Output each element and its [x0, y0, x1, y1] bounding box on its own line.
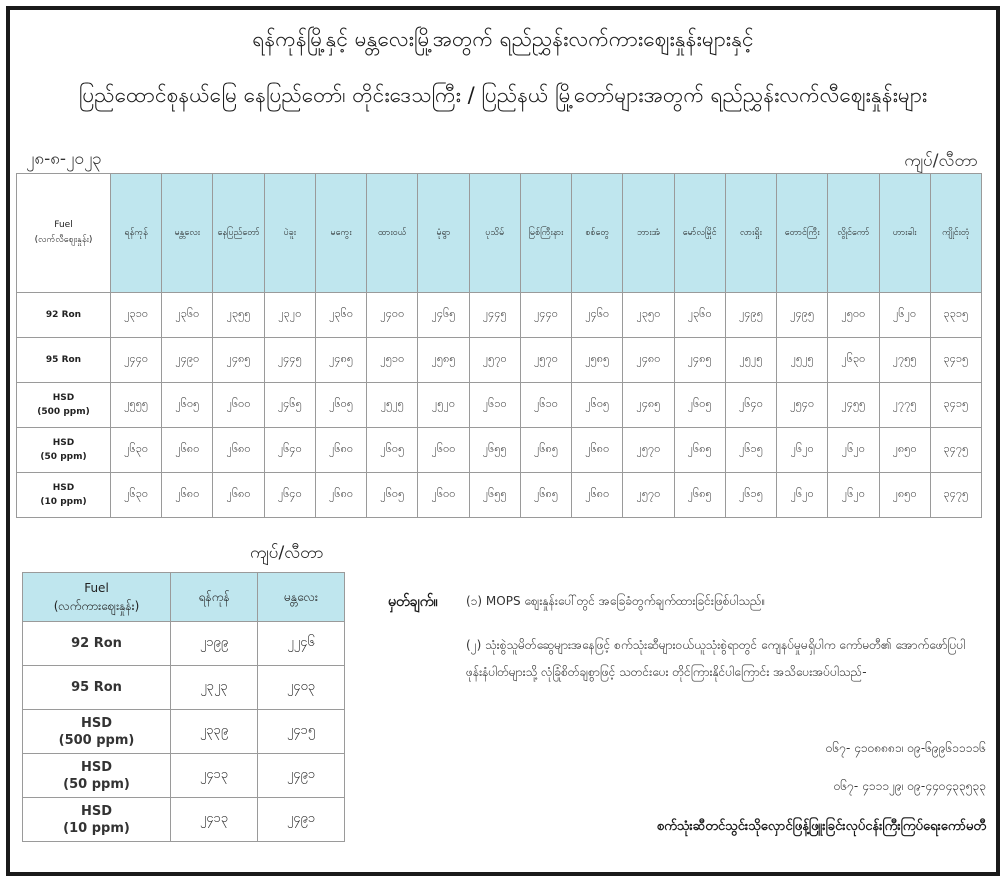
- wholesale-row-label: [23, 710, 171, 754]
- wholesale-price-cell: ၂၄၁၅: [258, 710, 345, 754]
- retail-price-cell: ၂၆၄၀: [264, 473, 315, 518]
- wholesale-price-cell: ၂၄၉၁: [258, 754, 345, 798]
- wholesale-row: [23, 710, 345, 754]
- wholesale-price-cell: ၂၃၂၃: [171, 666, 258, 710]
- retail-price-cell: ၃၄၁၅: [930, 383, 981, 428]
- retail-fuel-header-title: Fuel: [54, 220, 73, 230]
- retail-price-cell: ၂၆၀၅: [367, 473, 418, 518]
- retail-fuel-spec: (10 ppm): [40, 497, 87, 507]
- wholesale-fuel-header: [23, 573, 171, 622]
- note-1: (၁) MOPS ဈေးနှုန်းပေါ်တွင် အခြေခံတွက်ချက်ထားခြင်းဖြစ်ပါသည်။: [466, 594, 766, 608]
- retail-price-cell: ၂၄၈၀: [623, 338, 674, 383]
- wholesale-fuel-header-title: Fuel: [84, 581, 109, 595]
- retail-price-cell: ၂၆၈၅: [674, 473, 725, 518]
- wholesale-city-header: ရန်ကုန်: [171, 573, 258, 622]
- retail-price-cell: ၂၆၁၀: [520, 383, 571, 428]
- retail-price-cell: ၂၈၅၀: [879, 428, 930, 473]
- retail-city-header: လားရှိုး: [725, 174, 776, 293]
- retail-price-cell: ၂၆၈၀: [572, 428, 623, 473]
- retail-price-table: [16, 173, 982, 518]
- retail-city-header: ဘားအံ: [623, 174, 674, 293]
- retail-fuel-name: HSD: [52, 393, 75, 403]
- wholesale-price-cell: ၂၄၁၃: [171, 798, 258, 842]
- wholesale-row: [23, 798, 345, 842]
- retail-price-cell: ၂၃၅၅: [213, 293, 264, 338]
- committee-name: စက်သုံးဆီတင်သွင်းသိုလှောင်ဖြန့်ဖြူးခြင်းလုပ်ငန်းကြီးကြပ်ရေးကော်မတီ: [656, 819, 986, 834]
- wholesale-row: [23, 622, 345, 666]
- retail-price-cell: ၃၃၁၅: [930, 293, 981, 338]
- retail-price-cell: ၂၄၉၅: [725, 293, 776, 338]
- wholesale-row-label: [23, 622, 171, 666]
- retail-price-cell: ၂၆၅၅: [469, 473, 520, 518]
- retail-fuel-header-sub: (လက်လီဈေးနှုန်း): [34, 235, 93, 245]
- retail-city-header: မကွေး: [315, 174, 366, 293]
- retail-price-cell: ၂၆၀၅: [674, 383, 725, 428]
- retail-price-cell: ၂၅၇၀: [623, 473, 674, 518]
- retail-price-cell: ၂၇၇၅: [879, 383, 930, 428]
- retail-row-label: [17, 383, 111, 428]
- retail-price-cell: ၂၄၉၅: [777, 293, 828, 338]
- retail-price-cell: ၂၆၃၀: [111, 473, 162, 518]
- wholesale-row: [23, 666, 345, 710]
- retail-price-cell: ၂၅၂၅: [725, 338, 776, 383]
- wholesale-fuel-header-sub: (လက်ကားဈေးနှုန်း): [53, 599, 140, 613]
- retail-price-cell: ၂၅၅၅: [111, 383, 162, 428]
- retail-price-cell: ၂၄၆၅: [264, 383, 315, 428]
- retail-price-cell: ၂၆၃၀: [828, 338, 879, 383]
- retail-price-cell: ၂၆၀၀: [418, 473, 469, 518]
- wholesale-price-cell: ၂၄၀၃: [258, 666, 345, 710]
- retail-price-cell: ၂၄၀၀: [367, 293, 418, 338]
- retail-price-cell: ၂၆၈၅: [520, 473, 571, 518]
- wholesale-price-table: [22, 572, 345, 842]
- retail-row-label: [17, 428, 111, 473]
- wholesale-fuel-name: 92 Ron: [71, 636, 122, 651]
- retail-header-row: [17, 174, 982, 293]
- retail-price-cell: ၂၄၈၅: [623, 383, 674, 428]
- retail-price-cell: ၂၅၂၀: [418, 383, 469, 428]
- retail-city-header: ပုသိမ်: [469, 174, 520, 293]
- unit-label-retail: ကျပ်/လီတာ: [904, 151, 978, 171]
- retail-price-cell: ၂၃၆၀: [315, 293, 366, 338]
- retail-price-cell: ၂၅၇၀: [520, 338, 571, 383]
- retail-fuel-name: HSD: [52, 438, 75, 448]
- retail-price-cell: ၂၄၆၅: [418, 293, 469, 338]
- phone-line-1: ဝ၆၇- ၄၁၀၈၈၈၁၊ ဝ၉-၆၉၉၆၁၁၁၁၆: [825, 741, 986, 755]
- retail-city-header: ရန်ကုန်: [111, 174, 162, 293]
- retail-price-cell: ၂၆၈၀: [315, 428, 366, 473]
- wholesale-fuel-name: HSD: [80, 759, 113, 775]
- retail-price-cell: ၂၅၈၅: [418, 338, 469, 383]
- retail-price-cell: ၂၆၁၅: [725, 473, 776, 518]
- retail-row-label: [17, 338, 111, 383]
- retail-price-cell: ၂၅၇၀: [469, 338, 520, 383]
- retail-city-header: မြစ်ကြီးနား: [520, 174, 571, 293]
- retail-fuel-spec: (500 ppm): [37, 407, 90, 417]
- retail-price-cell: ၂၅၂၅: [367, 383, 418, 428]
- retail-price-cell: ၂၆၂၀: [777, 473, 828, 518]
- wholesale-fuel-spec: (50 ppm): [63, 776, 130, 792]
- retail-row: [17, 428, 982, 473]
- retail-price-cell: ၂၃၂၀: [264, 293, 315, 338]
- retail-price-cell: ၂၆၈၀: [162, 473, 213, 518]
- retail-price-cell: ၂၆၈၀: [213, 473, 264, 518]
- retail-fuel-spec: (50 ppm): [40, 452, 87, 462]
- retail-price-cell: ၂၆၈၀: [572, 473, 623, 518]
- retail-price-cell: ၂၇၅၅: [879, 338, 930, 383]
- retail-row: [17, 473, 982, 518]
- retail-price-cell: ၂၅၂၅: [777, 338, 828, 383]
- wholesale-fuel-name: HSD: [80, 715, 113, 731]
- title-line-1: ရန်ကုန်မြို့နှင့် မန္တလေးမြို့အတွက် ရည်ညွှန်းလက်ကားဈေးနှုန်းများနှင့်: [252, 27, 754, 51]
- wholesale-row-label: [23, 798, 171, 842]
- retail-city-header: လွိုင်ကော်: [828, 174, 879, 293]
- wholesale-row-label: [23, 666, 171, 710]
- retail-city-header: မုံရွာ: [418, 174, 469, 293]
- retail-city-header: ထားဝယ်: [367, 174, 418, 293]
- retail-price-cell: ၂၄၄၅: [264, 338, 315, 383]
- retail-price-cell: ၂၈၅၀: [879, 473, 930, 518]
- wholesale-price-cell: ၂၄၉၁: [258, 798, 345, 842]
- retail-price-cell: ၂၆၄၀: [264, 428, 315, 473]
- retail-fuel-name: HSD: [52, 483, 75, 493]
- retail-price-cell: ၂၅၄၀: [777, 383, 828, 428]
- unit-label-wholesale: ကျပ်/လီတာ: [250, 543, 324, 563]
- retail-price-cell: ၂၆၈၀: [213, 428, 264, 473]
- retail-price-cell: ၂၆၈၀: [162, 428, 213, 473]
- wholesale-price-cell: ၂၂၄၆: [258, 622, 345, 666]
- wholesale-city-header: မန္တလေး: [258, 573, 345, 622]
- retail-price-cell: ၂၃၆၀: [162, 293, 213, 338]
- retail-price-cell: ၂၆၁၀: [469, 383, 520, 428]
- wholesale-row: [23, 754, 345, 798]
- retail-price-cell: ၂၆၁၅: [725, 428, 776, 473]
- retail-price-cell: ၂၆၈၀: [315, 473, 366, 518]
- retail-price-cell: ၂၆၀၅: [162, 383, 213, 428]
- retail-city-header: ပဲခူး: [264, 174, 315, 293]
- retail-fuel-header: [17, 174, 111, 293]
- title-line-2: ပြည်ထောင်စုနယ်မြေ နေပြည်တော်၊ တိုင်းဒေသကြီး / ပြည်နယ် မြို့တော်များအတွက် ရည်ညွှန်းလက်လီဈေးနှုန်းများ: [78, 83, 928, 107]
- retail-price-cell: ၂၃၆၀: [674, 293, 725, 338]
- retail-price-cell: ၂၃၁၀: [111, 293, 162, 338]
- retail-price-cell: ၂၆၈၅: [674, 428, 725, 473]
- wholesale-price-cell: ၂၄၁၃: [171, 754, 258, 798]
- retail-price-cell: ၂၅၈၅: [572, 338, 623, 383]
- wholesale-price-cell: ၂၁၉၉: [171, 622, 258, 666]
- retail-price-cell: ၂၄၄၅: [469, 293, 520, 338]
- phone-line-2: ဝ၆၇- ၄၁၁၁၂၉၊ ဝ၉-၄၄၀၄၃၃၅၃၃: [833, 779, 986, 793]
- retail-price-cell: ၃၄၁၅: [930, 338, 981, 383]
- wholesale-header-row: [23, 573, 345, 622]
- note-2: (၂) သုံးစွဲသူမိတ်ဆွေများအနေဖြင့် စက်သုံးဆီများဝယ်ယူသုံးစွဲရာတွင် ကျေနပ်မှုမရှိပါက ကော်မတီ၏ အောက်ဖော်ပြပါဖုန်းနံပါတ်များသို့ လုံခြုံစိတ်ချစွာဖြင့် သတင်းပေး တိုင်ကြားနိုင်ပါကြောင်း အသိပေးအပ်ပါသည်-: [466, 638, 966, 679]
- retail-price-cell: ၂၆၈၅: [520, 428, 571, 473]
- retail-fuel-name: 92 Ron: [45, 310, 82, 320]
- wholesale-fuel-name: 95 Ron: [71, 680, 122, 695]
- retail-price-cell: ၂၄၆၀: [572, 293, 623, 338]
- retail-city-header: မော်လမြိုင်: [674, 174, 725, 293]
- retail-price-cell: ၂၄၈၅: [213, 338, 264, 383]
- retail-city-header: မန္တလေး: [162, 174, 213, 293]
- retail-price-cell: ၂၆၄၀: [725, 383, 776, 428]
- wholesale-fuel-spec: (500 ppm): [58, 732, 135, 748]
- retail-price-cell: ၃၄၇၅: [930, 473, 981, 518]
- retail-price-cell: ၂၆၂၀: [828, 473, 879, 518]
- retail-row: [17, 383, 982, 428]
- wholesale-row-label: [23, 754, 171, 798]
- retail-city-header: တောင်ကြီး: [777, 174, 828, 293]
- retail-price-cell: ၂၆၅၅: [469, 428, 520, 473]
- retail-price-cell: ၂၅၇၀: [623, 428, 674, 473]
- retail-city-header: ဟားခါး: [879, 174, 930, 293]
- retail-fuel-name: 95 Ron: [45, 355, 82, 365]
- retail-price-cell: ၂၄၄၀: [520, 293, 571, 338]
- retail-price-cell: ၂၆၀၅: [315, 383, 366, 428]
- retail-price-cell: ၂၃၅၀: [623, 293, 674, 338]
- retail-city-header: စစ်တွေ: [572, 174, 623, 293]
- retail-price-cell: ၂၆၂၀: [828, 428, 879, 473]
- retail-row-label: [17, 473, 111, 518]
- retail-city-header: နေပြည်တော်: [213, 174, 264, 293]
- wholesale-price-cell: ၂၃၃၉: [171, 710, 258, 754]
- retail-price-cell: ၂၅၁၀: [367, 338, 418, 383]
- retail-price-cell: ၃၄၇၅: [930, 428, 981, 473]
- retail-price-cell: ၂၄၉၀: [162, 338, 213, 383]
- retail-price-cell: ၂၆၀၅: [572, 383, 623, 428]
- notice-date: ၂၈-၈-၂၀၂၃: [26, 149, 102, 169]
- retail-price-cell: ၂၆၂၀: [879, 293, 930, 338]
- retail-city-header: ကျိုင်းတုံ: [930, 174, 981, 293]
- retail-price-cell: ၂၆၀၅: [367, 428, 418, 473]
- retail-price-cell: ၂၅၀၀: [828, 293, 879, 338]
- retail-price-cell: ၂၄၈၅: [315, 338, 366, 383]
- retail-price-cell: ၂၆၀၀: [418, 428, 469, 473]
- wholesale-fuel-name: HSD: [80, 803, 113, 819]
- notes-label: မှတ်ချက်။: [388, 594, 438, 610]
- retail-price-cell: ၂၆၂၀: [777, 428, 828, 473]
- retail-price-cell: ၂၆၃၀: [111, 428, 162, 473]
- retail-row-label: [17, 293, 111, 338]
- retail-price-cell: ၂၆၀၀: [213, 383, 264, 428]
- retail-row: [17, 293, 982, 338]
- retail-price-cell: ၂၄၅၅: [828, 383, 879, 428]
- retail-row: [17, 338, 982, 383]
- retail-price-cell: ၂၄၈၅: [674, 338, 725, 383]
- wholesale-fuel-spec: (10 ppm): [63, 820, 130, 836]
- retail-price-cell: ၂၄၄၀: [111, 338, 162, 383]
